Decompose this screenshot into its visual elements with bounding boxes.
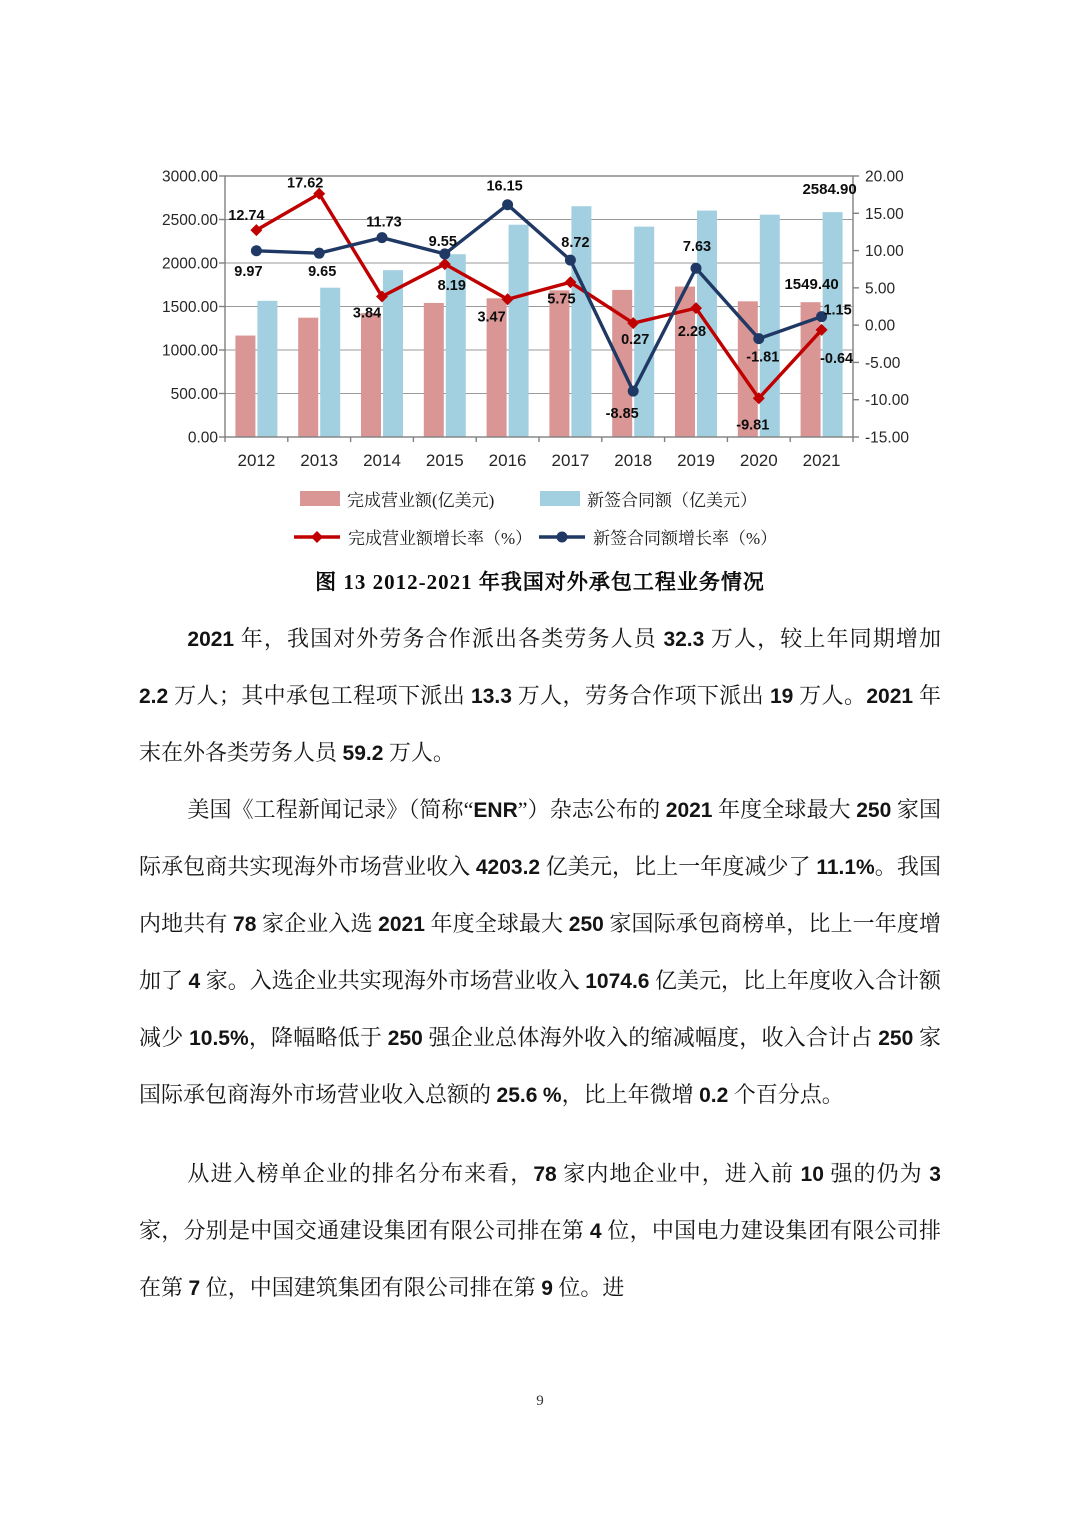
svg-text:15.00: 15.00: [865, 205, 904, 223]
legend-bar-swatch-icon: [540, 491, 580, 506]
svg-text:8.72: 8.72: [561, 235, 590, 252]
legend-bar-swatch-icon: [300, 491, 340, 506]
svg-text:0.00: 0.00: [187, 429, 218, 447]
svg-text:2018: 2018: [614, 451, 653, 470]
svg-text:2012: 2012: [237, 451, 276, 470]
left-axis-labels: [162, 169, 218, 447]
paragraph-labor-cooperation: 2021 年，我国对外劳务合作派出各类劳务人员 32.3 万人，较上年同期增加 2.2 万人；其中承包工程项下派出 13.3 万人，劳务合作项下派出 19 万人。2021 年末在外各类劳务人员 59.2 万人。: [139, 626, 941, 765]
svg-text:-1.81: -1.81: [746, 349, 780, 366]
svg-text:3.47: 3.47: [477, 309, 506, 326]
svg-text:1000.00: 1000.00: [161, 342, 218, 360]
svg-text:9.65: 9.65: [308, 264, 337, 281]
legend-label: 完成营业额增长率（%）: [348, 529, 533, 548]
svg-text:2013: 2013: [300, 451, 339, 470]
svg-text:9.97: 9.97: [234, 263, 263, 280]
legend-item: [293, 524, 532, 549]
legend-label: 新签合同额（亿美元）: [587, 491, 757, 510]
body-text: [139, 611, 941, 1317]
svg-text:0.00: 0.00: [865, 317, 896, 335]
combo-chart: [128, 148, 922, 472]
legend-item: [538, 524, 777, 549]
svg-text:3000.00: 3000.00: [161, 168, 218, 186]
svg-text:-0.64: -0.64: [820, 350, 854, 367]
svg-text:2015: 2015: [425, 451, 464, 470]
svg-text:0.27: 0.27: [621, 332, 650, 349]
svg-text:3.84: 3.84: [352, 305, 382, 322]
svg-text:-5.00: -5.00: [865, 354, 901, 372]
x-axis-labels: [237, 451, 840, 470]
svg-text:1549.40: 1549.40: [784, 276, 839, 294]
svg-text:-8.85: -8.85: [605, 406, 639, 423]
legend-item: [300, 486, 494, 511]
svg-text:20.00: 20.00: [865, 168, 904, 186]
svg-text:12.74: 12.74: [228, 208, 265, 225]
svg-text:2016: 2016: [488, 451, 527, 470]
svg-text:2.28: 2.28: [677, 324, 707, 341]
svg-text:2584.90: 2584.90: [802, 181, 857, 199]
svg-text:500.00: 500.00: [170, 386, 218, 403]
svg-text:11.73: 11.73: [366, 214, 402, 231]
svg-text:2020: 2020: [739, 451, 778, 470]
svg-text:2019: 2019: [677, 451, 715, 470]
svg-text:2000.00: 2000.00: [161, 255, 218, 273]
svg-text:-15.00: -15.00: [865, 429, 909, 447]
svg-text:2017: 2017: [551, 451, 590, 470]
svg-text:2021: 2021: [802, 451, 841, 470]
bar-value-labels: [784, 181, 856, 293]
svg-text:-9.81: -9.81: [736, 417, 770, 434]
svg-text:7.63: 7.63: [682, 239, 712, 256]
svg-text:2014: 2014: [363, 451, 401, 470]
figure-caption: 图 13 2012-2021 年我国对外承包工程业务情况: [315, 570, 765, 594]
svg-text:8.19: 8.19: [437, 278, 466, 295]
paragraph-enr-ranking: 美国《工程新闻记录》（简称“ENR”）杂志公布的 2021 年度全球最大 250 家国际承包商共实现海外市场营业收入 4203.2 亿美元，比上一年度减少了 11.1%。我国内地共有 78 家企业入选 2021 年度全球最大 250 家国际承包商榜单，比上一年度增加了 4 家。入选企业共实现海外市场营业收入 1074.6 亿美元，比上年度收入合计额减少 10.5%，降幅略低于 250 强企业总体海外收入的缩减幅度，收入合计占 250 家国际承包商海外市场营业收入总额的 25.6 %，比上年微增 0.2 个百分点。: [139, 797, 941, 1107]
legend-label: 完成营业额(亿美元): [347, 491, 495, 510]
svg-text:1.15: 1.15: [823, 302, 852, 319]
svg-text:1500.00: 1500.00: [161, 299, 218, 316]
page-number: 9: [536, 1393, 544, 1409]
svg-text:9.55: 9.55: [428, 233, 457, 250]
svg-text:16.15: 16.15: [486, 178, 523, 195]
legend-line-swatch-icon: [293, 529, 341, 545]
legend-label: 新签合同额增长率（%）: [593, 529, 778, 548]
svg-text:5.75: 5.75: [547, 291, 576, 308]
paragraph-top10-companies: 从进入榜单企业的排名分布来看，78 家内地企业中，进入前 10 强的仍为 3 家，分别是中国交通建设集团有限公司排在第 4 位，中国电力建设集团有限公司排在第 7 位，中国建筑集团有限公司排在第 9 位。进: [139, 1161, 941, 1300]
svg-text:10.00: 10.00: [865, 243, 904, 261]
svg-text:5.00: 5.00: [865, 280, 896, 298]
legend-line-swatch-icon: [538, 529, 586, 545]
svg-text:2500.00: 2500.00: [161, 212, 218, 229]
right-axis-labels: [865, 169, 909, 447]
chart-legend: [130, 482, 950, 558]
svg-text:-10.00: -10.00: [865, 392, 909, 410]
legend-item: [540, 486, 757, 511]
svg-text:17.62: 17.62: [287, 175, 324, 192]
